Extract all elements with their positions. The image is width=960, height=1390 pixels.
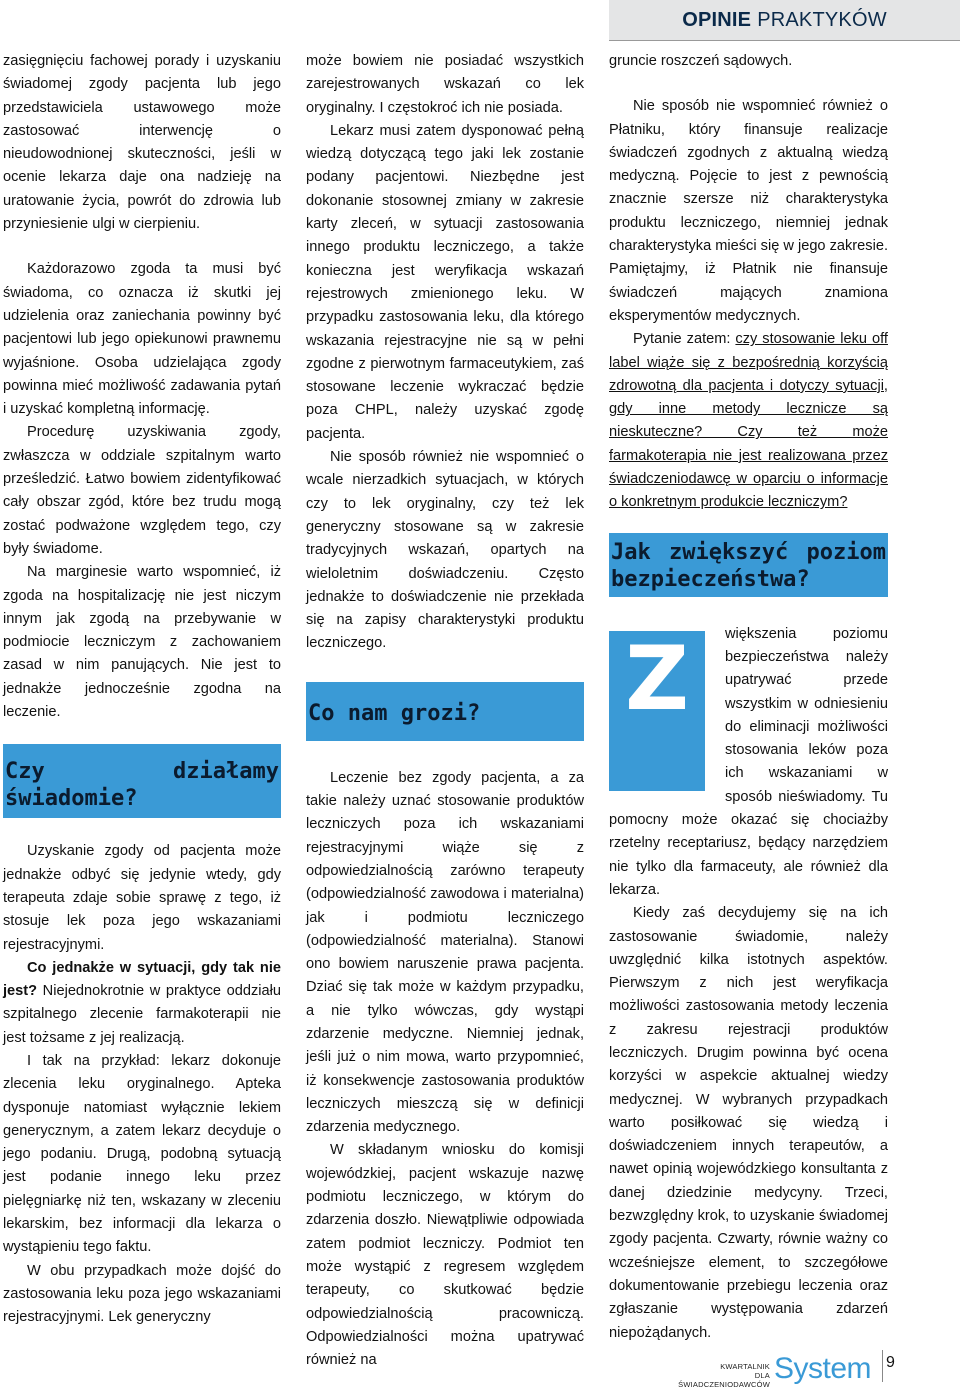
underlined-question: czy stosowanie leku off label wiąże się z bezpośrednią korzyścią zdrowotną dla pacjenta i dotyczy sytuacji, gdy inne metody lecznicze są nieskuteczne? Czy też może farmakoterapia nie jest realizowana przez świadczeniodawcę w oparciu o informacje o konkretnym produkcie leczniczym? (609, 331, 888, 511)
paragraph: może bowiem nie posiadać wszystkich zarejestrowanych wskazań co lek oryginalny. I częstokroć ich nie posiada. (306, 53, 584, 116)
paragraph: Na marginesie warto wspomnieć, iż zgoda na hospitalizację nie jest niczym innym jak zgodą na przebywanie w podmiocie leczniczym z zachowaniem zasad w nim panujących. Nie jest to jednakże jednocześnie zgodna na leczenie. (3, 564, 281, 721)
column-3 (609, 50, 888, 1345)
paragraph: Nie sposób również nie wspomnieć o wcale nierzadkich sytuacjach, w których czy to lek oryginalny, czy też lek generyczny stosowane są w zakresie tradycyjnych wskazań, opartych na wieloletnim doświadczeniu. Często jednakże to doświadczenie nie przekłada się na zapisy charakterystyki produktu leczniczego. (306, 449, 584, 652)
section-heading: Co nam grozi? (306, 682, 584, 741)
section-heading: Jak zwiększyć poziom bezpieczeństwa? (609, 533, 888, 597)
dropcap-paragraph-wrap (609, 623, 888, 903)
paragraph-text: Pytanie zatem: (633, 331, 736, 348)
section-header (609, 0, 960, 41)
paragraph: większenia poziomu bezpieczeństwa należy upatrywać przede wszystkim w odniesieniu do eliminacji możliwości stosowania leków poza ich wskazaniami w sposób nieświadomy. Tu pomocny może okazać się chociażby rzetelny receptariusz, będący narzędziem nie tylko dla farmaceuty, ale również dla lekarza. (609, 625, 888, 898)
section-header-rest: PRAKTYKÓW (757, 8, 887, 31)
paragraph-text: Niejednokrotnie w praktyce oddziału szpitalnego zlecenie farmakoterapii nie jest tożsame z jej realizacją. (3, 983, 281, 1046)
paragraph: Uzyskanie zgody od pacjenta może jednakże odbyć się jedynie wtedy, gdy terapeuta zdaje sobie sprawę z tego, iż stosuje lek poza jego wskazaniami rejestracyjnymi. (3, 843, 281, 953)
footer-tagline-line1: KWARTALNIK (720, 1362, 770, 1371)
paragraph: W składanym wniosku do komisji wojewódzkiej, pacjent wskazuje nazwę podmiotu leczniczego, w którym do zdarzenia doszło. Niewątpliwie odpowiada zatem podmiot leczniczy. Podmiot ten może wystąpić z regresem względem terapeuty, co skutkować będzie odpowiedzialnością pracowniczą. Odpowiedzialności można upatrywać również na (306, 1142, 584, 1369)
paragraph: Każdorazowo zgoda ta musi być świadoma, co oznacza iż skutki jej udzielenia oraz zaniechania powinny być pacjentowi lub jego opiekunowi prawnemu wyjaśnione. Osoba udzielająca zgody powinna mieć możliwość zadawania pytań i uzyskać kompletną informację. (3, 261, 281, 418)
page-number: 9 (886, 1354, 895, 1371)
paragraph: W obu przypadkach może dojść do zastosowania leku poza jego wskazaniami rejestracyjnymi. Lek generyczny (3, 1262, 281, 1326)
footer-divider (882, 1350, 883, 1382)
paragraph: Leczenie bez zgody pacjenta, a za takie należy uznać stosowanie produktów leczniczych poza ich wskazaniami rejestracyjnymi wiąże się z odpowiedzialnością zarówno terapeuty (odpowiedzialność zawodowa i materialna) jak i podmiotu leczniczego (odpowiedzialność materialna). Stanowi ono bowiem naruszenie prawa pacjenta. Dziać się tak może w każdym przypadku, a nie tylko wówczas, gdy wystąpi zdarzenie medyczne. Niemniej jednak, jeśli już o nim mowa, warto przypomnieć, iż konsekwencje zastosowania produktów leczniczych mieszczą się w definicji zdarzenia medycznego. (306, 769, 584, 1136)
paragraph: I tak na przykład: lekarz dokonuje zlecenia leku oryginalnego. Apteka dysponuje natomiast wyłącznie lekiem generycznym, a zatem lekarz decyduje o jego podaniu. Drugą, podobną sytuacją jest podanie innego leku przez pielęgniarkę niż ten, wskazany w zleceniu lekarskim, bez informacji dla lekarza o wystąpieniu tego faktu. (3, 1052, 281, 1256)
section-heading: Czy działamy świadomie? (3, 744, 281, 818)
paragraph: Lekarz musi zatem dysponować pełną wiedzą dotyczącą tego jaki lek zostanie podany pacjentowi. Niezbędne jest dokonanie stosownej zmiany w zakresie karty zleceń, w sytuacji zastosowania innego produktu leczniczego, a także konieczna jest weryfikacja wskazań rejestrowych zmienionego leku. W przypadku zastosowania leku, dla którego wskazania rejestracyjne nie są w pełni zgodne z pierwotnym farmaceutykiem, zaś stosowane leczenie wykraczać będzie poza CHPL, należy uzyskać zgodę pacjenta. (306, 122, 584, 442)
bold-question: Co jednakże w sytuacji, gdy tak nie jest? (3, 959, 281, 1000)
footer-tagline-line2: DLA ŚWIADCZENIODAWCÓW (678, 1371, 770, 1389)
brand-logo: System (774, 1352, 872, 1385)
paragraph: Procedurę uzyskiwania zgody, zwłaszcza w oddziale szpitalnym warto prześledzić. Łatwo bowiem zidentyfikować cały obszar zgód, które bez trudu mogą zostać podważone względem tego, czy były świadome. (3, 424, 281, 557)
paragraph: Kiedy zaś decydujemy się na ich zastosowanie świadomie, należy uwzględnić kilka istotnych aspektów. Pierwszym z nich jest weryfikacja możliwości zastosowania metody leczenia z zakresu rejestracji produktów leczniczych. Drugim powinna być ocena korzyści w aspekcie aktualnej wiedzy medycznej. W wybranych przypadkach warto posiłkować się wiedzą i doświadczeniem innych terapeutów, a nawet opinią wojewódzkiego konsultanta z danej dziedzinie medycyny. Trzeci, bezwzględny krok, to uzyskanie świadomej zgody pacjenta. Czwarty, równie ważny co wcześniejsze element, to szczegółowe dokumentowanie przebiegu leczenia oraz zgłaszanie występowania zdarzeń niepożądanych. (609, 905, 888, 1341)
paragraph: gruncie roszczeń sądowych. (609, 53, 793, 69)
column-2 (306, 50, 584, 1372)
section-header-bold: OPINIE (682, 8, 752, 31)
footer-tagline (678, 1362, 770, 1389)
drop-cap: Z (609, 631, 705, 791)
paragraph (3, 957, 281, 1050)
paragraph: Nie sposób nie wspomnieć również o Płatniku, który finansuje realizacje świadczeń zgodnych z aktualną wiedzą medyczną. Pojęcie to jest z pewnością znacznie szersze niż charakterystyka produktu leczniczego, niemniej jednak charakterystyka mieści się w jego zakresie. Pamiętajmy, iż Płatnik nie finansuje świadczeń mających znamiona eksperymentów medycznych. (609, 98, 888, 324)
paragraph: zasięgnięciu fachowej porady i uzyskaniu świadomej zgody pacjenta lub jego przedstawiciela ustawowego może zastosować interwencję o nieudowodnionej skuteczności, jeśli w ocenie lekarza daje ona nadzieję na uratowanie życia, powrót do zdrowia lub przyniesienie ulgi w cierpieniu. (3, 53, 281, 233)
footer (678, 1350, 940, 1389)
paragraph (609, 328, 888, 514)
column-1 (3, 50, 281, 1330)
